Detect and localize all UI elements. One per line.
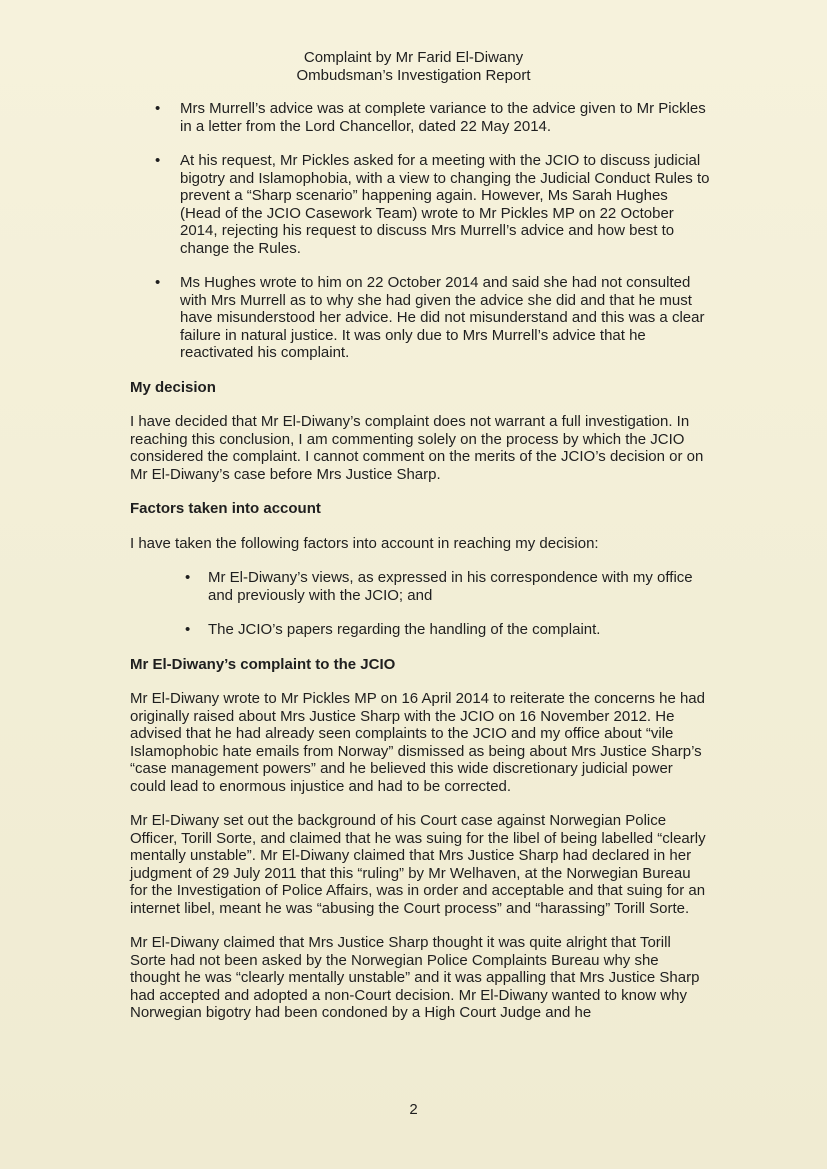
complaint-paragraph: Mr El-Diwany wrote to Mr Pickles MP on 16 April 2014 to reiterate the concerns he had originally raised about Mrs Justice Sharp with the JCIO on 16 November 2012. He advised that he had already seen complaints to the JCIO and my office about “vile Islamophobic hate emails from Norway” dismissed as being about Mrs Justice Sharp’s “case management powers” and he believed this wide discretionary judicial power could lead to enormous injustice and had to be corrected. (130, 690, 705, 795)
document-body (130, 100, 710, 1039)
complaint-paragraph: Mr El-Diwany set out the background of his Court case against Norwegian Police Officer, Torill Sorte, and claimed that he was suing for the libel of being labelled “clearly mentally unstable”. Mr El-Diwany claimed that Mrs Justice Sharp had declared in her judgment of 29 July 2011 that this “ruling” by Mr Welhaven, at the Norwegian Bureau for the Investigation of Police Affairs, was in order and acceptable and that suing for an internet libel, meant he was “abusing the Court process” and “harassing” Torill Sorte. (130, 812, 706, 917)
factors-intro: I have taken the following factors into account in reaching my decision: (130, 534, 599, 552)
bullet-icon: • (185, 569, 191, 586)
section-heading-complaint: Mr El-Diwany’s complaint to the JCIO (130, 655, 396, 673)
list-item: • Mr El-Diwany’s views, as expressed in his correspondence with my office and previously with the JCIO; and (185, 569, 693, 604)
decision-paragraph: I have decided that Mr El-Diwany’s complaint does not warrant a full investigation. In reaching this conclusion, I am commenting solely on the process by which the JCIO considered the complaint. I cannot comment on the merits of the JCIO’s decision or on Mr El-Diwany’s case before Mrs Justice Sharp. (130, 413, 704, 483)
bullet-icon: • (155, 152, 161, 169)
complaint-paragraph: Mr El-Diwany claimed that Mrs Justice Sharp thought it was quite alright that Torill Sorte had not been asked by the Norwegian Police Complaints Bureau why she thought he was “clearly mentally unstable” and it was appalling that Mrs Justice Sharp had accepted and adopted a non-Court decision. Mr El-Diwany wanted to know why Norwegian bigotry had been condoned by a High Court Judge and he (130, 934, 700, 1021)
bullet-icon: • (155, 100, 161, 117)
list-item: • At his request, Mr Pickles asked for a meeting with the JCIO to discuss judicial bigotry and Islamophobia, with a view to changing the Judicial Conduct Rules to prevent a “Sharp scenario” happening again. However, Ms Sarah Hughes (Head of the JCIO Casework Team) wrote to Mr Pickles MP on 22 October 2014, rejecting his request to discuss Mrs Murrell’s advice and how best to change the Rules. (155, 152, 710, 257)
factors-bullet-list (130, 569, 710, 639)
section-heading-factors: Factors taken into account (130, 500, 321, 517)
section-heading-decision: My decision (130, 378, 216, 396)
bullet-icon: • (155, 274, 161, 291)
bullet-icon: • (185, 621, 191, 638)
list-item: • Mrs Murrell’s advice was at complete variance to the advice given to Mr Pickles in a letter from the Lord Chancellor, dated 22 May 2014. (155, 100, 706, 135)
list-item: • Ms Hughes wrote to him on 22 October 2014 and said she had not consulted with Mrs Murrell as to why she had given the advice she did and that he must have misunderstood her advice. He did not misunderstand and this was a clear failure in natural justice. It was only due to Mrs Murrell’s advice that he reactivated his complaint. (155, 274, 705, 361)
top-bullet-list (130, 100, 710, 362)
header-subtitle: Ombudsman’s Investigation Report (296, 67, 531, 84)
list-item: • The JCIO’s papers regarding the handling of the complaint. (185, 621, 601, 638)
header-title: Complaint by Mr Farid El-Diwany (303, 49, 524, 66)
page-header (0, 49, 827, 85)
page-number: 2 (409, 1101, 418, 1118)
